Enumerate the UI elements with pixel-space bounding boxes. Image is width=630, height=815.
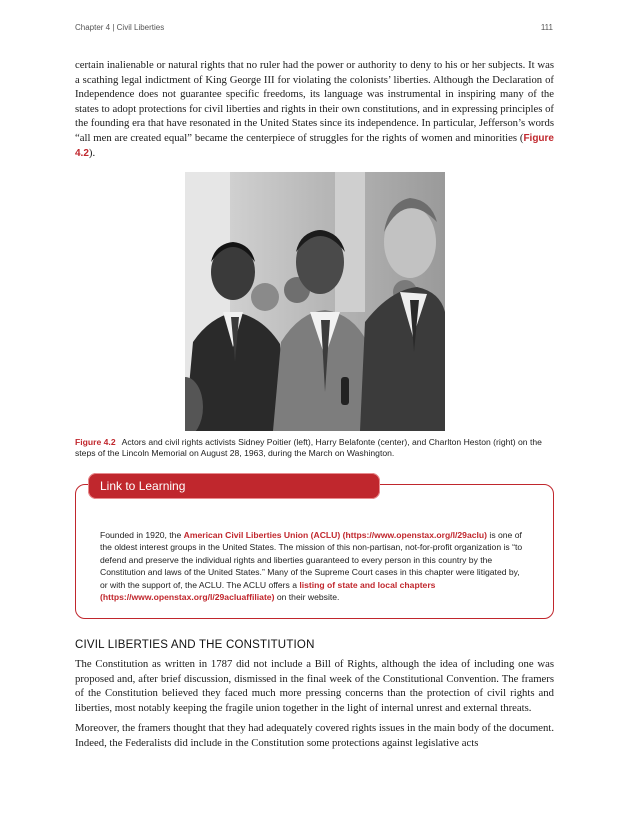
ltl-text-2: is one of the oldest interest groups in the United States. The mission of this non-partisan, not-for-profit organization is “to defend and preserve the individual rights and liberties guaranteed to every person in this country by the Constitution and laws of the United States.” Many of the Supreme Court cases in this chapter were litigated by, or with the support of, the ACLU. The ACLU offers a [100, 529, 523, 590]
aclu-link[interactable]: American Civil Liberties Union (ACLU) [183, 529, 341, 540]
intro-end: ). [88, 147, 96, 159]
civil-rights-photo [185, 172, 445, 431]
link-to-learning-box [75, 478, 554, 620]
ltl-text-3: on their website. [274, 592, 340, 603]
figure-caption-text: Actors and civil rights activists Sidney Poitier (left), Harry Belafonte (center), and Charlton Heston (right) on the steps of the Lincoln Memorial on August 28, 1963, during the March on Washington. [75, 436, 542, 458]
figure-reference-link[interactable]: Figure 4.2 [75, 132, 554, 159]
intro-paragraph [75, 58, 554, 162]
figure-caption [75, 437, 554, 460]
section-paragraph-1: The Constitution as written in 1787 did not include a Bill of Rights, although the idea of including one was proposed and, after brief discussion, dismissed in the final week of the Constitutional Convention. The framers of the Constitution believed they faced much more pressing concerns than the protection of civil rights and liberties, most notably keeping the fragile union together in the light of internal unrest and external threats. [75, 658, 554, 714]
section-paragraph-2: Moreover, the framers thought that they had adequately covered rights issues in the main body of the document. Indeed, the Federalists did include in the Constitution some protections against legislative acts [75, 722, 554, 749]
chapter-title: Chapter 4 | Civil Liberties [75, 23, 165, 32]
page-header [75, 23, 553, 32]
link-to-learning-title: Link to Learning [88, 473, 380, 499]
aclu-url-link[interactable]: (https://www.openstax.org/l/29aclu) [342, 529, 488, 540]
ltl-text-1: Founded in 1920, the [100, 529, 184, 540]
figure-photo [185, 172, 445, 431]
section-heading: CIVIL LIBERTIES AND THE CONSTITUTION [75, 639, 315, 652]
page-content [75, 58, 554, 750]
chapters-link[interactable]: listing of state and local chapters [299, 579, 436, 590]
page-number: 111 [540, 23, 553, 32]
chapters-url-link[interactable]: (https://www.openstax.org/l/29acluaffiliate) [100, 592, 275, 603]
figure-label: Figure 4.2 [75, 436, 116, 447]
intro-text: certain inalienable or natural rights that no ruler had the power or authority to deny to his or her subjects. It was a scathing legal indictment of King George III for violating the colonists’ liberties. Although the Declaration of Independence does not guarantee specific freedoms, its language was instrumental in inspiring many of the states to adopt protections for civil liberties and rights in their own constitutions, and in expressing principles of the founding era that have resonated in the United States since its independence. In particular, Jefferson’s words “all men are created equal” became the centerpiece of struggles for the rights of women and minorities ( [75, 59, 554, 144]
